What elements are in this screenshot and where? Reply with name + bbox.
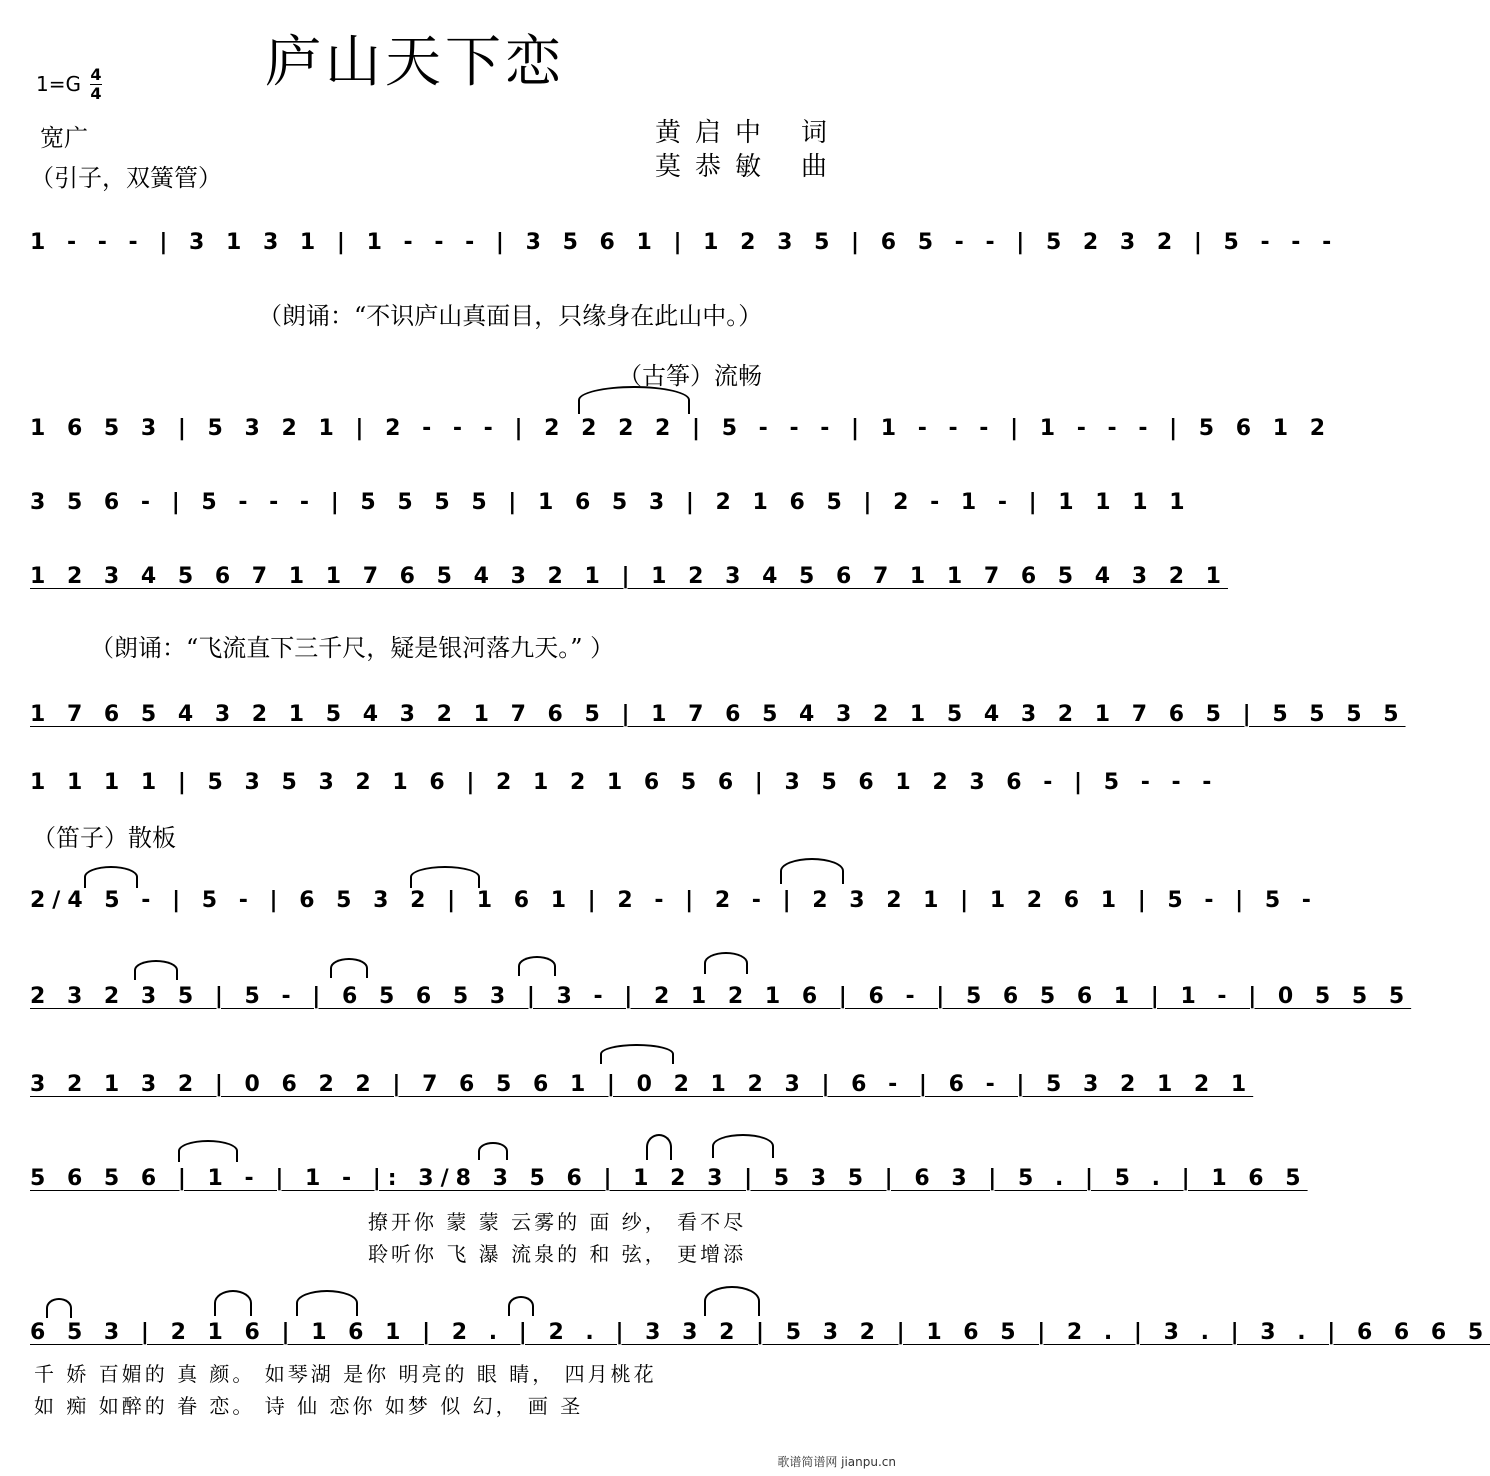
time-sig-top: 4 <box>90 65 102 84</box>
lyric-verse-2-b: 如 痴 如醉的 眷 恋。 诗 仙 恋你 如梦 似 幻， 画 圣 <box>34 1394 584 1418</box>
score-line-2-notes: 1 6 5 3 | 5 3 2 1 | 2 - - - | 2 2 2 2 | 5 - - - | 1 - - - | 1 - - - | 5 6 1 2 <box>30 415 1333 441</box>
score-line-10 <box>30 1158 1308 1198</box>
recitation-1: （朗诵：“不识庐山真面目，只缘身在此山中。） <box>258 302 763 330</box>
score-line-7-notes: 2/4 5 - | 5 - | 6 5 3 2 | 1 6 1 | 2 - | 2 - | 2 3 2 1 | 1 2 6 1 | 5 - | 5 - <box>30 887 1318 913</box>
lyricist-role: 词 <box>801 118 828 148</box>
score-line-1 <box>30 222 1339 262</box>
score-line-11 <box>30 1312 1490 1352</box>
score-line-9 <box>30 1064 1254 1104</box>
tempo-marking: 宽广 <box>40 124 88 152</box>
score-line-3 <box>30 482 1192 522</box>
score-line-9-notes: 3 2 1 3 2 | 0 6 2 2 | 7 6 5 6 1 | 0 2 1 2 3 | 6 - | 6 - | 5 3 2 1 2 1 <box>30 1071 1254 1097</box>
composer-name: 莫恭敏 <box>655 152 776 182</box>
dizi-marking: （笛子）散板 <box>32 824 176 852</box>
score-line-11-notes: 6 5 3 | 2 1 6 | 1 6 1 | 2 . | 2 . | 3 3 2 | 5 3 2 | 1 6 5 | 2 . | 3 . | 3 . | 6 6 6 5 <box>30 1319 1490 1345</box>
score-line-8-notes: 2 3 2 3 5 | 5 - | 6 5 6 5 3 | 3 - | 2 1 2 1 6 | 6 - | 5 6 5 6 1 | 1 - | 0 5 5 5 <box>30 983 1412 1009</box>
score-line-5-notes: 1 7 6 5 4 3 2 1 5 4 3 2 1 7 6 5 | 1 7 6 5 4 3 2 1 5 4 3 2 1 7 6 5 | 5 5 5 5 <box>30 701 1406 727</box>
time-signature <box>90 66 102 103</box>
score-line-1-notes: 1 - - - | 3 1 3 1 | 1 - - - | 3 5 6 1 | 1 2 3 5 | 6 5 - - | 5 2 3 2 | 5 - - - <box>30 229 1339 255</box>
score-line-6-notes: 1 1 1 1 | 5 3 5 3 2 1 6 | 2 1 2 1 6 5 6 | 3 5 6 1 2 3 6 - | 5 - - - <box>30 769 1219 795</box>
score-line-4 <box>30 556 1228 596</box>
tie-arc <box>600 1044 674 1064</box>
composer-role: 曲 <box>801 152 828 182</box>
slur-arc <box>646 1134 672 1160</box>
time-sig-bottom: 4 <box>90 84 102 103</box>
tie-arc <box>704 952 748 974</box>
tie-arc <box>712 1134 774 1158</box>
lyric-verse-1-a: 撩开你 蒙 蒙 云雾的 面 纱， 看不尽 <box>368 1210 747 1234</box>
lyricist-name: 黄启中 <box>655 118 776 148</box>
site-watermark: 歌谱简谱网 jianpu.cn <box>777 1455 896 1469</box>
score-line-7 <box>30 880 1318 920</box>
score-line-6 <box>30 762 1219 802</box>
recitation-2: （朗诵：“飞流直下三千尺，疑是银河落九天。” ） <box>90 634 615 662</box>
score-line-10-notes: 5 6 5 6 | 1 - | 1 - |: 3/8 3 5 6 | 1 2 3 | 5 3 5 | 6 3 | 5 . | 5 . | 1 6 5 <box>30 1165 1308 1191</box>
guzheng-marking: （古筝）流畅 <box>618 362 762 390</box>
score-line-2 <box>30 408 1333 448</box>
score-line-8 <box>30 976 1412 1016</box>
composer-credit <box>655 146 827 183</box>
key-signature: 1=G <box>36 72 81 96</box>
score-line-3-notes: 3 5 6 - | 5 - - - | 5 5 5 5 | 1 6 5 3 | 2 1 6 5 | 2 - 1 - | 1 1 1 1 <box>30 489 1192 515</box>
score-line-5 <box>30 694 1406 734</box>
lyric-verse-2-a: 聆听你 飞 瀑 流泉的 和 弦， 更增添 <box>368 1242 747 1266</box>
tie-arc <box>330 958 368 978</box>
lyricist-credit <box>655 112 827 149</box>
lyric-verse-1-b: 千 娇 百媚的 真 颜。 如琴湖 是你 明亮的 眼 睛， 四月桃花 <box>34 1362 657 1386</box>
tie-arc <box>518 956 556 976</box>
intro-marking: （引子，双簧管） <box>30 164 222 192</box>
score-line-4-notes: 1 2 3 4 5 6 7 1 1 7 6 5 4 3 2 1 | 1 2 3 4 5 6 7 1 1 7 6 5 4 3 2 1 <box>30 563 1228 589</box>
page-title: 庐山天下恋 <box>265 30 565 95</box>
